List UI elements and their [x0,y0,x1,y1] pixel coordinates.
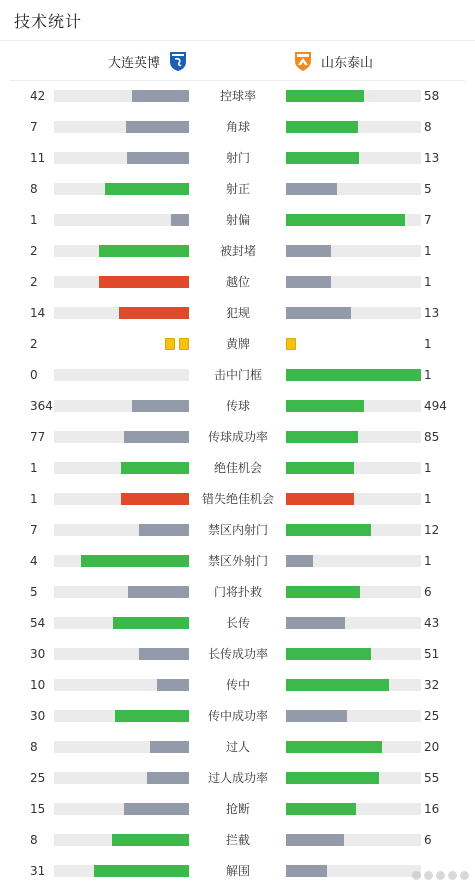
home-value: 1 [30,213,38,227]
home-yellow-cards [165,338,189,350]
stat-label: 传中成功率 [207,709,268,723]
shandong-taishan-badge-icon [293,50,313,72]
away-bar [286,679,389,691]
home-value: 2 [30,244,38,258]
stat-row [0,670,475,701]
away-bar [286,307,351,319]
stat-label: 禁区内射门 [207,523,268,537]
stat-row [0,515,475,546]
away-value: 12 [424,523,440,537]
away-bar-track [286,524,421,536]
away-bar [286,245,331,257]
yellow-card-icon [179,338,189,350]
stat-label: 击中门框 [213,368,262,382]
home-bar-track [54,462,189,474]
away-value: 13 [424,306,440,320]
away-value: 55 [424,771,440,785]
away-bar-track [286,307,421,319]
home-bar-track [54,524,189,536]
stat-label: 传球成功率 [207,430,268,444]
away-value: 20 [424,740,440,754]
away-bar-track [286,183,421,195]
dalian-yingbo-badge-icon [168,50,188,72]
home-bar [127,152,189,164]
home-bar [150,741,189,753]
away-bar [286,772,379,784]
home-value: 1 [30,492,38,506]
away-bar [286,617,345,629]
home-bar-track [54,710,189,722]
home-value: 15 [30,802,46,816]
home-bar-track [54,865,189,877]
home-bar [139,648,189,660]
stat-row [0,453,475,484]
away-bar [286,555,313,567]
away-bar-track [286,245,421,257]
home-bar-track [54,679,189,691]
away-value: 1 [424,275,432,289]
home-bar [112,834,189,846]
home-value: 31 [30,864,46,878]
stat-label: 长传成功率 [207,647,268,661]
home-value: 42 [30,89,46,103]
home-value: 25 [30,771,46,785]
page-title: 技术统计 [14,12,83,31]
away-bar-track [286,648,421,660]
away-yellow-cards [286,338,296,350]
home-bar [99,276,189,288]
away-bar-track [286,710,421,722]
stat-label: 过人 [225,740,250,754]
away-bar-track [286,493,421,505]
away-value: 5 [424,182,432,196]
home-bar [81,555,189,567]
away-bar [286,400,364,412]
stat-label: 过人成功率 [207,771,268,785]
away-bar-track [286,834,421,846]
stat-row [0,484,475,515]
away-bar [286,586,360,598]
away-value: 51 [424,647,440,661]
away-value: 43 [424,616,440,630]
away-bar [286,834,344,846]
away-bar-track [286,400,421,412]
home-value: 0 [30,368,38,382]
home-value: 7 [30,120,38,134]
stat-label: 角球 [225,120,250,134]
stat-label: 控球率 [219,89,256,103]
home-value: 30 [30,709,46,723]
header-divider [0,40,475,41]
home-bar-track [54,617,189,629]
away-value: 13 [424,151,440,165]
home-bar-track [54,555,189,567]
yellow-card-icon [165,338,175,350]
home-bar [124,431,189,443]
home-bar [171,214,189,226]
home-bar-track [54,183,189,195]
away-value: 8 [424,120,432,134]
away-bar-track [286,617,421,629]
away-value: 1 [424,244,432,258]
home-bar-track [54,369,189,381]
home-bar-track [54,400,189,412]
away-bar-track [286,276,421,288]
yellow-card-icon [286,338,296,350]
home-value: 10 [30,678,46,692]
stat-row [0,112,475,143]
home-value: 5 [30,585,38,599]
away-value: 16 [424,802,440,816]
home-bar-track [54,90,189,102]
away-bar-track [286,369,421,381]
away-value: 1 [424,554,432,568]
home-bar-track [54,245,189,257]
away-bar [286,90,364,102]
stat-label: 射正 [225,182,250,196]
home-team-name: 大连英博 [107,55,160,71]
away-value: 6 [424,585,432,599]
away-value: 7 [424,213,432,227]
home-bar [105,183,189,195]
stat-row [0,763,475,794]
stat-label: 越位 [225,275,250,289]
away-bar-track [286,214,421,226]
home-value: 2 [30,275,38,289]
home-value: 2 [30,337,38,351]
away-bar [286,431,358,443]
stat-label: 被封堵 [219,244,256,258]
stat-label: 绝佳机会 [213,461,262,475]
home-team [108,50,188,72]
away-bar-track [286,90,421,102]
stat-label: 拦截 [225,833,250,847]
home-bar [128,586,189,598]
away-bar [286,369,421,381]
home-bar [126,121,189,133]
home-bar [99,245,189,257]
away-bar [286,524,371,536]
home-bar-track [54,152,189,164]
home-bar [113,617,189,629]
home-value: 8 [30,833,38,847]
stat-label: 黄牌 [225,337,250,351]
stat-row [0,143,475,174]
away-team [293,50,373,72]
home-value: 77 [30,430,46,444]
away-bar [286,710,347,722]
home-bar-track [54,586,189,598]
home-bar [157,679,189,691]
away-bar-track [286,741,421,753]
stat-row [0,329,475,360]
home-bar-track [54,493,189,505]
away-value: 1 [424,368,432,382]
stat-row [0,422,475,453]
home-bar [121,462,189,474]
home-bar-track [54,741,189,753]
stat-row [0,794,475,825]
away-value: 6 [424,833,432,847]
stat-label: 长传 [225,616,250,630]
home-value: 7 [30,523,38,537]
stat-row [0,174,475,205]
away-bar-track [286,772,421,784]
stat-row [0,81,475,112]
home-value: 30 [30,647,46,661]
home-value: 8 [30,182,38,196]
away-value: 494 [424,399,447,413]
home-bar [121,493,189,505]
stat-row [0,236,475,267]
away-bar [286,865,327,877]
stat-row [0,205,475,236]
away-value: 25 [424,709,440,723]
home-bar [124,803,189,815]
away-bar [286,741,382,753]
stat-row [0,732,475,763]
stat-row [0,825,475,856]
home-bar-track [54,214,189,226]
home-bar-track [54,307,189,319]
away-value: 1 [424,337,432,351]
stat-label: 错失绝佳机会 [201,492,274,506]
away-bar [286,183,337,195]
away-bar-track [286,586,421,598]
away-team-name: 山东泰山 [321,55,374,71]
stat-row [0,639,475,670]
stat-row [0,577,475,608]
stat-label: 传中 [225,678,250,692]
home-value: 14 [30,306,46,320]
stat-label: 射偏 [225,213,250,227]
home-value: 1 [30,461,38,475]
away-bar-track [286,803,421,815]
away-bar [286,648,371,660]
away-bar-track [286,431,421,443]
away-bar-track [286,152,421,164]
stat-label: 射门 [225,151,250,165]
stat-label: 传球 [225,399,250,413]
watermark [349,866,469,884]
stat-row [0,701,475,732]
stat-label: 门将扑救 [213,585,262,599]
home-bar [132,90,189,102]
home-value: 54 [30,616,46,630]
home-bar [139,524,189,536]
stat-row [0,298,475,329]
stat-row [0,360,475,391]
stat-label: 解围 [225,864,250,878]
stat-row [0,267,475,298]
home-bar-track [54,834,189,846]
home-bar [132,400,189,412]
home-bar [147,772,189,784]
stat-label: 禁区外射门 [207,554,268,568]
stat-label: 抢断 [225,802,250,816]
away-bar [286,121,358,133]
home-value: 364 [30,399,53,413]
away-bar [286,803,356,815]
home-bar-track [54,803,189,815]
away-value: 32 [424,678,440,692]
home-value: 11 [30,151,46,165]
away-value: 1 [424,461,432,475]
away-bar [286,152,359,164]
home-bar-track [54,121,189,133]
away-value: 1 [424,492,432,506]
stat-row [0,608,475,639]
away-bar-track [286,462,421,474]
away-bar-track [286,555,421,567]
home-bar-track [54,648,189,660]
home-value: 4 [30,554,38,568]
home-bar-track [54,276,189,288]
home-bar-track [54,772,189,784]
away-bar [286,493,354,505]
home-bar [94,865,189,877]
away-value: 58 [424,89,440,103]
home-value: 8 [30,740,38,754]
away-bar [286,276,331,288]
away-bar [286,462,354,474]
home-bar-track [54,431,189,443]
home-bar [115,710,189,722]
stat-label: 犯规 [225,306,250,320]
away-bar-track [286,679,421,691]
home-bar [119,307,189,319]
away-bar [286,214,405,226]
away-value: 85 [424,430,440,444]
away-bar-track [286,121,421,133]
stat-row [0,546,475,577]
stat-row [0,391,475,422]
